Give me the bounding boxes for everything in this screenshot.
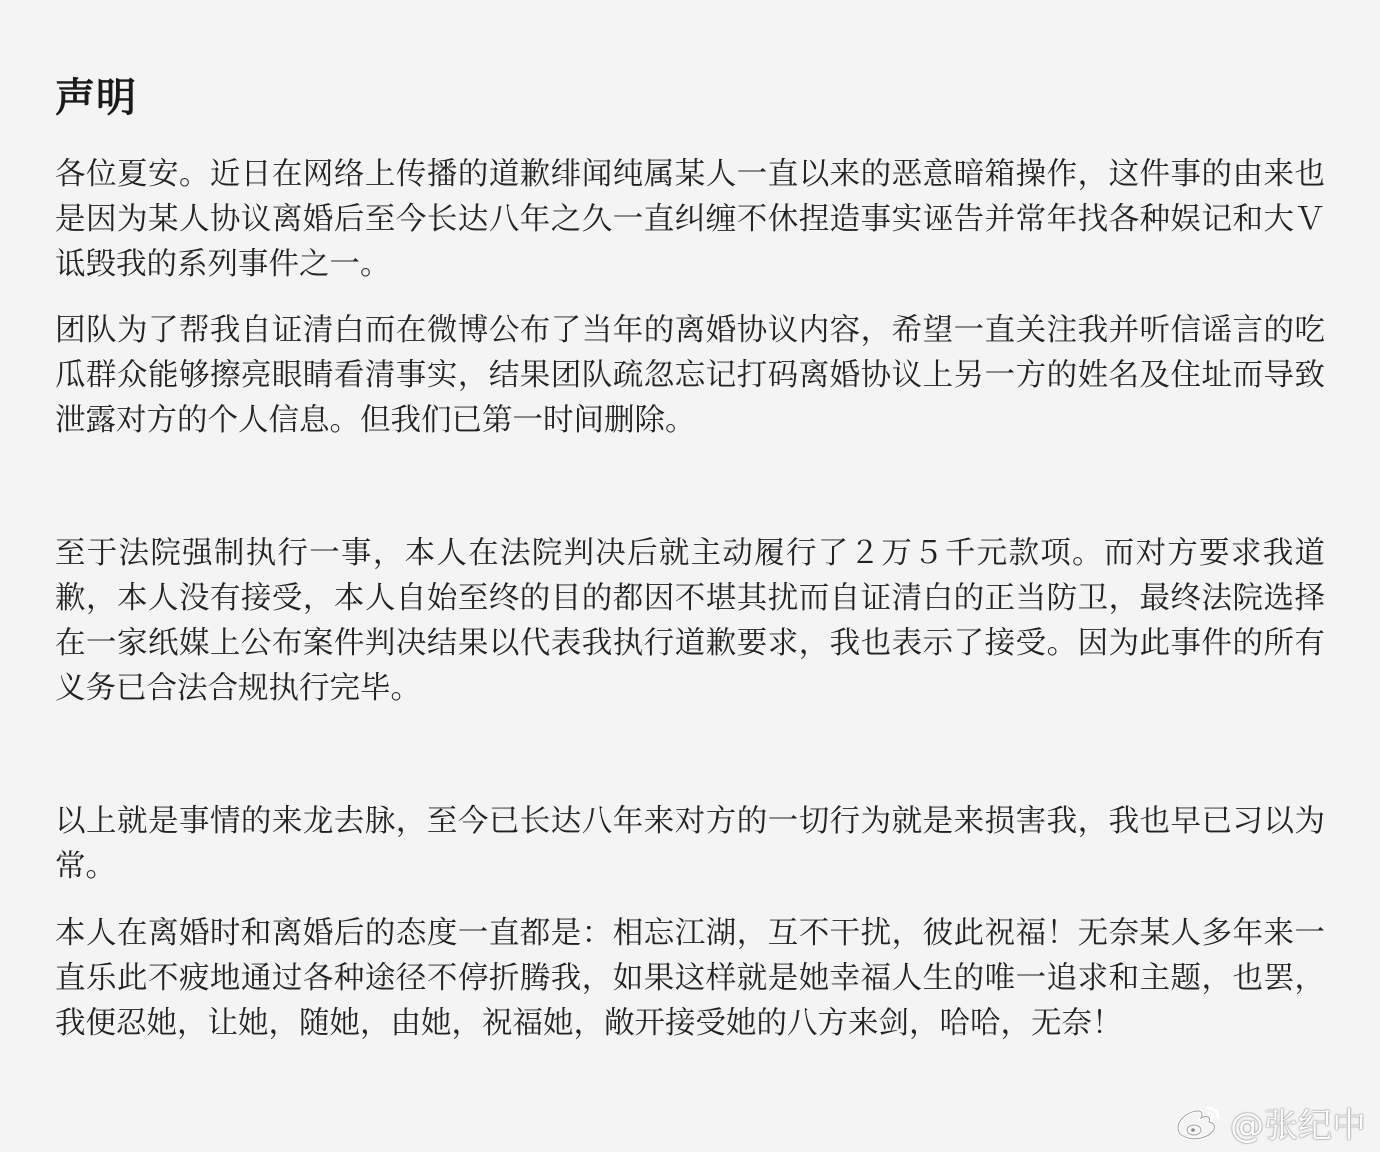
- watermark-handle: @张纪中: [1230, 1105, 1366, 1146]
- paragraph-4: 以上就是事情的来龙去脉，至今已长达八年来对方的一切行为就是来损害我，我也早已习以为常。: [55, 804, 1325, 884]
- paragraph-3: 至于法院强制执行一事，本人在法院判决后就主动履行了２万５千元款项。而对方要求我道歉，本人没有接受，本人自始至终的目的都因不堪其扰而自证清白的正当防卫，最终法院选择在一家纸媒上公布案件判决结果以代表我执行道歉要求，我也表示了接受。因为此事件的所有义务已合法合规执行完毕。: [55, 536, 1325, 706]
- paragraph-2: 团队为了帮我自证清白而在微博公布了当年的离婚协议内容，希望一直关注我并听信谣言的吃瓜群众能够擦亮眼睛看清事实，结果团队疏忽忘记打码离婚协议上另一方的姓名及住址而导致泄露对方的个人信息。但我们已第一时间删除。: [55, 313, 1325, 438]
- paragraph-1: 各位夏安。近日在网络上传播的道歉绯闻纯属某人一直以来的恶意暗箱操作，这件事的由来也是因为某人协议离婚后至今长达八年之久一直纠缠不休捏造事实诬告并常年找各种娱记和大Ｖ诋毁我的系列事件之一。: [55, 157, 1325, 282]
- weibo-watermark: [1172, 1100, 1366, 1144]
- statement-title: 声明: [55, 75, 137, 121]
- paragraph-5: 本人在离婚时和离婚后的态度一直都是：相忘江湖，互不干扰，彼此祝福！无奈某人多年来一直乐此不疲地通过各种途径不停折腾我，如果这样就是她幸福人生的唯一追求和主题，也罢，我便忍她，让她，随她，由她，祝福她，敞开接受她的八方来剑，哈哈，无奈！: [55, 916, 1325, 1041]
- weibo-icon: [1172, 1102, 1224, 1142]
